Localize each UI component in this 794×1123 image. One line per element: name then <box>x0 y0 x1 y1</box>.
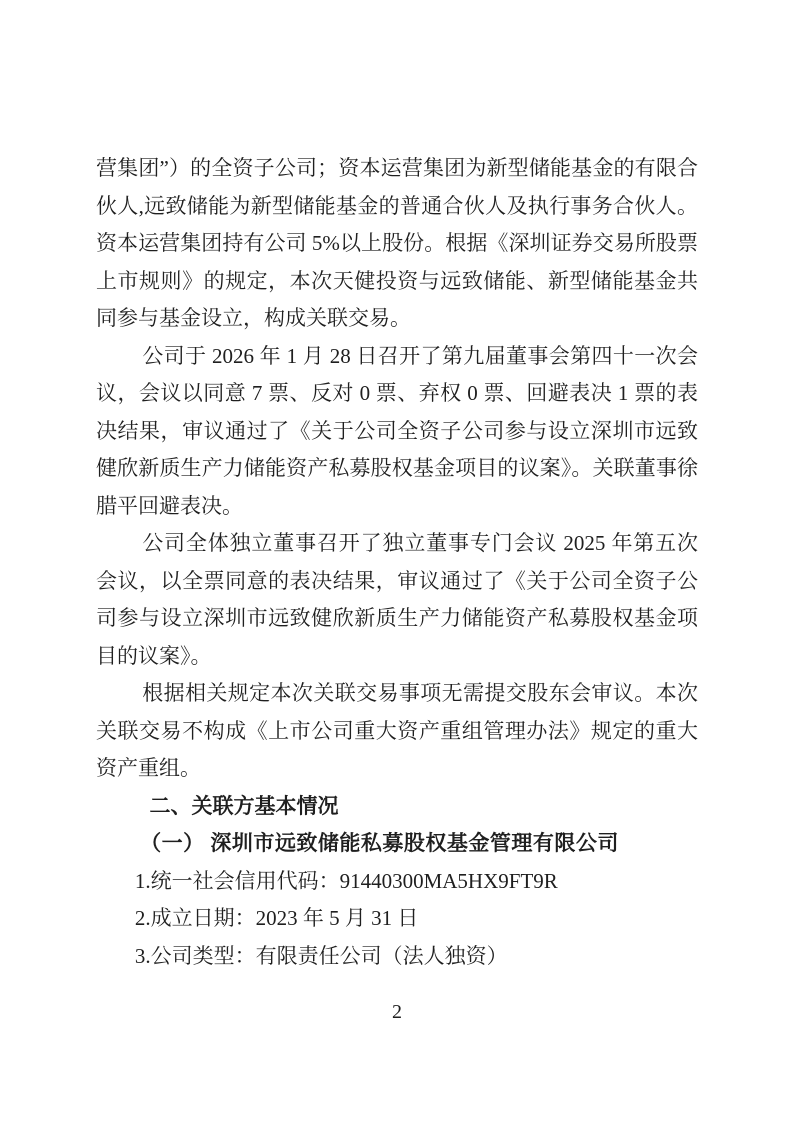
section-heading-related-parties: 二、关联方基本情况 <box>149 794 339 818</box>
info-item-company-type: 3.公司类型：有限责任公司（法人独资） <box>134 943 508 968</box>
info-item-credit-code: 1.统一社会信用代码：91440300MA5HX9FT9R <box>134 868 558 893</box>
paragraph-independent-directors-meeting: 公司全体独立董事召开了独立董事专门会议 2025 年第五次会议，以全票同意的表决结果，审议通过了《关于公司全资子公司参与设立深圳市远致健欣新质生产力储能资产私募股权基金项目的议案》。 <box>96 531 698 668</box>
paragraph-board-meeting-resolution: 公司于 2026 年 1 月 28 日召开了第九届董事会第四十一次会议，会议以同意 7 票、反对 0 票、弃权 0 票、回避表决 1 票的表决结果，审议通过了《关于公司全资子公司参与设立深圳市远致健欣新质生产力储能资产私募股权基金项目的议案》。关联董事徐腊平回避表决。 <box>96 343 698 518</box>
page-number: 2 <box>392 1001 402 1023</box>
subsection-heading-fund-manager-company: （一） 深圳市远致储能私募股权基金管理有限公司 <box>140 831 619 855</box>
info-item-establishment-date: 2.成立日期：2023 年 5 月 31 日 <box>134 906 419 930</box>
document-body <box>96 150 698 975</box>
paragraph-no-shareholder-approval-needed: 根据相关规定本次关联交易事项无需提交股东会审议。本次关联交易不构成《上市公司重大资产重组管理办法》规定的重大资产重组。 <box>96 681 698 780</box>
paragraph-related-transaction-intro: 营集团”）的全资子公司；资本运营集团为新型储能基金的有限合伙人,远致储能为新型储能基金的普通合伙人及执行事务合伙人。资本运营集团持有公司 5%以上股份。根据《深圳证券交易所股票上市规则》的规定，本次天健投资与远致储能、新型储能基金共同参与基金设立，构成关联交易。 <box>96 156 698 330</box>
